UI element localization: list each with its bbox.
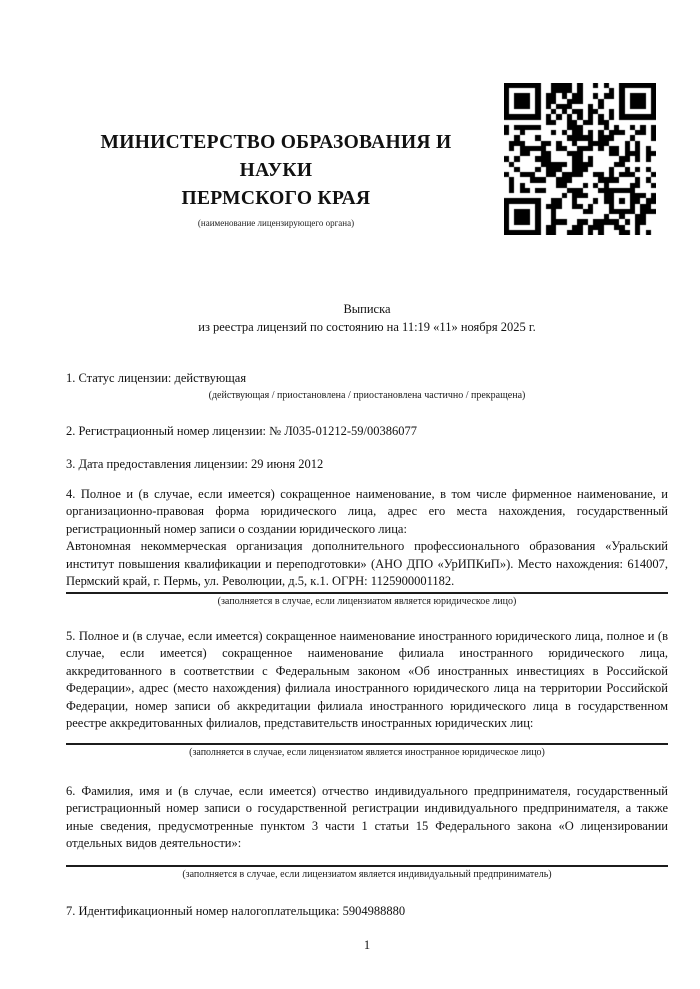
item-4-legal-entity-value: Автономная некоммерческая организация дополнительного профессионального образования «Уральский институт повышения квалификации и переподготовки» (АНО ДПО «УрИПКиП»). Место нахождения: 614007, Пермский край, г. Пермь, ул. Революции, д.5, к.1. ОГРН: 1125900001182. — [66, 539, 668, 588]
item-6-entrepreneur-heading: 6. Фамилия, имя и (в случае, если имеется) отчество индивидуального предпринимателя, государственный регистрационный номер записи о государственной регистрации индивидуального предпринимателя, а также иные сведения, предусмотренные пунктом 3 части 1 статьи 15 Федерального закона «О лицензировании отдельных видов деятельности»: — [66, 783, 668, 850]
qr-code-image — [504, 83, 656, 235]
item-4-legal-entity-heading: 4. Полное и (в случае, если имеется) сокращенное наименование, в том числе фирменное наименование, и организационно-правовая форма юридического лица, адрес его места нахождения, государственный регистрационный номер записи о создании юридического лица: — [66, 486, 668, 536]
item-4-answer-rule — [66, 592, 668, 594]
ministry-name-line1: МИНИСТЕРСТВО ОБРАЗОВАНИЯ И НАУКИ — [100, 132, 452, 181]
ministry-name-line2: ПЕРМСКОГО КРАЯ — [181, 188, 371, 209]
licensing-authority-header — [68, 129, 484, 229]
document-title-line1: Выписка — [343, 302, 391, 316]
item-7-taxpayer-number: 7. Идентификационный номер налогоплательщика: 5904988880 — [66, 903, 406, 918]
page-number: 1 — [363, 938, 371, 952]
item-3-license-date: 3. Дата предоставления лицензии: 29 июня 2012 — [66, 457, 324, 471]
item-4-caption: (заполняется в случае, если лицензиатом является юридическое лицо) — [217, 595, 517, 607]
item-1-license-status: 1. Статус лицензии: действующая — [66, 371, 247, 385]
document-title — [66, 301, 668, 336]
document-title-line2: из реестра лицензий по состоянию на 11:19 «11» ноября 2025 г. — [198, 319, 536, 334]
item-2-registration-number: 2. Регистрационный номер лицензии: № Л035-01212-59/00386077 — [66, 423, 417, 438]
item-6-answer-rule — [66, 865, 668, 867]
ministry-name-caption: (наименование лицензирующего органа) — [197, 218, 355, 228]
item-1-caption: (действующая / приостановлена / приостановлена частично / прекращена) — [208, 389, 526, 401]
item-6-caption: (заполняется в случае, если лицензиатом является индивидуальный предприниматель) — [182, 868, 552, 880]
document-body — [66, 301, 668, 955]
qr-code — [504, 83, 656, 235]
item-5-foreign-entity-heading: 5. Полное и (в случае, если имеется) сокращенное наименование иностранного юридического лица, полное и (в случае, если имеется) сокращенное наименование филиала иностранного юридического лица, аккредитованного в соответствии с Федеральным законом «Об иностранных инвестициях в Российской Федерации», адрес (место нахождения) филиала иностранного юридического лица на территории Российской Федерации, номер записи об аккредитации филиала иностранного юридического лица в государственном реестре аккредитованных филиалов, представительств иностранных юридических лиц: — [66, 628, 668, 730]
item-5-caption: (заполняется в случае, если лицензиатом является иностранное юридическое лицо) — [189, 746, 545, 758]
item-5-answer-rule — [66, 743, 668, 745]
